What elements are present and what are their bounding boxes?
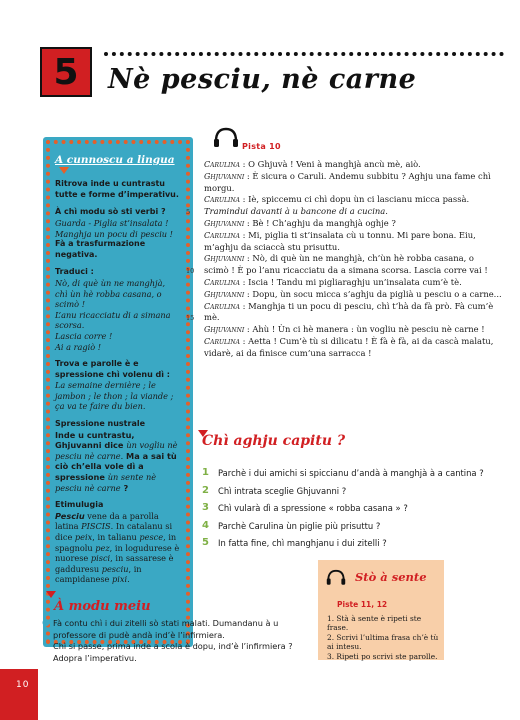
sidebar-text-run: vene da a parolla latina bbox=[55, 510, 159, 532]
sidebar-section-line: Guarda - Piglia st’insalata ! bbox=[55, 217, 169, 228]
sidebar-text-run: Inde u cuntrastu, Ghjuvanni bbox=[55, 429, 135, 451]
question-text: Chì vularà dì a spressione « robba casana » ? bbox=[218, 503, 408, 513]
question-number: 3 bbox=[202, 502, 209, 513]
sidebar-text-run: , in campidanese bbox=[55, 563, 142, 585]
headphones-icon bbox=[213, 126, 239, 148]
sidebar-sections bbox=[55, 179, 183, 585]
sidebar-section bbox=[55, 207, 183, 260]
sidebar-section-line: La semaine dernière ; le jambon ; le thon ; la viande ; ça va te faire du bien. bbox=[55, 380, 174, 412]
question-item bbox=[202, 520, 492, 532]
dialogue-line bbox=[204, 218, 502, 230]
speaker-name: Carulina bbox=[204, 160, 240, 169]
sidebar-text-run: . bbox=[127, 574, 130, 585]
sidebar-section-line: Ai a ragiò ! bbox=[55, 341, 102, 352]
sidebar-content bbox=[55, 155, 183, 585]
speaker-name: Carulina bbox=[204, 336, 240, 346]
question-text: In fatta fine, chì manghjanu i dui zitelli ? bbox=[218, 538, 387, 548]
sidebar-section-line: Lascia corre ! bbox=[55, 330, 113, 341]
dialogue-text-run: : O Ghjuvà ! Veni à manghjà ancù mè, aiò. bbox=[239, 159, 421, 169]
listening-item: 3. Ripeti po scrivi ste parolle. bbox=[327, 651, 438, 661]
dialogue-text-run: : Ahù ! Ùn ci hè manera : ùn vogliu nè pesciu nè carne ! bbox=[244, 324, 485, 335]
dialogue-line bbox=[204, 194, 502, 206]
speaker-name: Ghjuvanni bbox=[204, 325, 245, 335]
dialogue-line bbox=[204, 301, 502, 313]
dialogue-line bbox=[204, 277, 502, 289]
triangle-icon bbox=[59, 167, 69, 174]
question-item bbox=[202, 537, 492, 549]
sidebar-text-run: . In catalanu si dice bbox=[55, 521, 173, 542]
sidebar-text-run: pez bbox=[95, 542, 110, 553]
dialogue-text-run: : Manghja ti un pocu di pesciu, chì t’hà da fà prò. Fà cum’è bbox=[239, 300, 494, 311]
line-number: 15 bbox=[186, 314, 195, 323]
dialogue-line bbox=[186, 206, 502, 218]
dialogue-text bbox=[186, 159, 502, 360]
question-item bbox=[202, 502, 492, 514]
sidebar-section-footer: Fà a trasfurmazione negativa. bbox=[55, 239, 146, 259]
sidebar-text-run: pisci bbox=[90, 553, 111, 564]
triangle-icon bbox=[46, 591, 56, 598]
dialogue-text-run: : Bè ! Ch’aghju da manghjà oghje ? bbox=[244, 217, 396, 228]
sidebar-section-line: L’anu ricacciatu di a simana scorsa. bbox=[55, 309, 171, 331]
sidebar-text-run: pixi bbox=[111, 574, 128, 585]
listening-pista-label: Piste 11, 12 bbox=[337, 600, 388, 609]
speaker-name: Carulina bbox=[204, 230, 240, 240]
dialogue-text-run: : È sicura o Caruli. Andemu subbitu ? Aghju una fame chì morgu. bbox=[204, 170, 491, 193]
dialogue-text-run: : Mi, piglia ti st’insalata cù u tonnu. Mi pare bona. Eiu, m’aghju da sciaccà stu prisuttu. bbox=[204, 229, 476, 252]
sidebar-section-heading: À chì modu sò sti verbi ? bbox=[55, 207, 166, 217]
dialogue-text-run: : Aetta ! Cum’è tù si dilicatu ! È fà è fà, ai da cascà malatu, vidarè, ai da finisce cum’una sarracca ! bbox=[204, 335, 494, 358]
chapter-title: Nè pesciu, nè carne bbox=[108, 64, 417, 95]
line-number: 5 bbox=[186, 208, 191, 217]
bullet-icon: ● bbox=[42, 618, 50, 628]
line-number: 10 bbox=[186, 267, 195, 276]
dialogue-line bbox=[204, 253, 502, 265]
chapter-number: 5 bbox=[53, 51, 79, 93]
dialogue-line bbox=[204, 289, 502, 301]
question-item bbox=[202, 467, 492, 479]
modu-meiu-text bbox=[42, 618, 303, 664]
sidebar-section-heading: Spressione nustrale bbox=[55, 419, 146, 429]
questions-title: Chì aghju capitu ? bbox=[202, 433, 346, 449]
pista-label: Pista 10 bbox=[242, 142, 281, 151]
dialogue-line bbox=[186, 312, 502, 324]
dialogue-line bbox=[204, 230, 502, 254]
questions-heading bbox=[202, 430, 345, 449]
modu-meiu-heading bbox=[54, 595, 151, 614]
sidebar-section bbox=[55, 267, 183, 352]
question-number: 4 bbox=[202, 519, 209, 531]
sidebar-section bbox=[55, 500, 183, 585]
speaker-name: Carulina bbox=[204, 301, 240, 311]
page-number-box bbox=[0, 669, 38, 720]
speaker-name: Carulina bbox=[204, 195, 240, 205]
sidebar-section bbox=[55, 179, 183, 200]
sidebar-text-run: , in talianu bbox=[92, 532, 140, 542]
sidebar-section-line: Nò, di què ùn ne manghjà, bbox=[55, 277, 166, 288]
dialogue-line bbox=[204, 159, 502, 171]
modu-meiu-line: Fà contu chì i dui zitelli sò stati malati. Dumandanu à u professore di pudè andà ind’è l’infirmiera. bbox=[53, 618, 279, 640]
speaker-name: Ghjuvanni bbox=[204, 254, 245, 264]
page-number: 10 bbox=[16, 680, 30, 690]
sidebar-section bbox=[55, 359, 183, 412]
sidebar-title: A cunnoscu a lingua bbox=[55, 155, 183, 176]
sidebar-section-line: chì ùn hè robba casana, o scimò ! bbox=[55, 288, 162, 310]
question-text: Chì intrata sceglie Ghjuvanni ? bbox=[218, 485, 347, 496]
dialogue-text-run: mè. bbox=[204, 312, 220, 323]
speaker-name: Ghjuvanni bbox=[204, 218, 245, 228]
question-item bbox=[202, 485, 492, 497]
questions-list bbox=[202, 467, 492, 555]
dialogue-text-run: : Nò, di què ùn ne manghjà, ch’ùn hè robba casana, o bbox=[244, 253, 474, 264]
stage-direction: Tramindui davanti à u bancone di a cucina. bbox=[204, 206, 388, 217]
dialogue-line bbox=[204, 336, 502, 360]
modu-meiu-title: À modu meiu bbox=[54, 599, 151, 614]
sidebar-text-run: Pesciu bbox=[55, 510, 85, 521]
sidebar-section-heading: Traduci : bbox=[55, 267, 94, 277]
speaker-name: Ghjuvanni bbox=[204, 171, 245, 181]
sidebar-text-run: , in logudurese è nuorese bbox=[55, 542, 180, 564]
sidebar-text-run: PISCIS bbox=[81, 521, 111, 532]
sidebar-text-run: dice bbox=[104, 440, 127, 451]
speaker-name: Ghjuvanni bbox=[204, 289, 245, 299]
sidebar-section bbox=[55, 419, 183, 493]
sidebar-text-run: ? bbox=[120, 482, 129, 493]
sidebar-section-heading: Ritrova inde u cuntrastu tutte e forme d’imperativu. bbox=[55, 179, 179, 199]
speaker-name: Carulina bbox=[204, 277, 240, 287]
question-number: 1 bbox=[202, 467, 209, 478]
dialogue-text-run: scimò ! È po l’anu ricacciatu da a simana scorsa. Lascia corre vai ! bbox=[204, 265, 488, 276]
dialogue-text-run: : Dopu, ùn socu micca s’aghju da piglià u pesciu o a carne... bbox=[244, 288, 502, 299]
listening-item: 1. Stà à sente è ripeti ste frase. bbox=[327, 614, 422, 633]
sidebar-text-run: ùn sente nè pesciu nè carne bbox=[55, 472, 157, 493]
listening-title: Stò à sente bbox=[355, 570, 427, 584]
dialogue-text-run: : Iscia ! Tandu mi pigliaraghju un’insalata cum’è tè. bbox=[239, 276, 462, 287]
sidebar-text-run: pesce bbox=[139, 532, 164, 542]
question-text: Parchè i dui amichi si spiccianu d’andà à manghjà à a cantina ? bbox=[218, 468, 484, 478]
question-text: Parchè Carulina ùn piglie più prisuttu ? bbox=[218, 520, 381, 531]
sidebar-text-run: ùn vogliu nè pesciu nè carne. bbox=[55, 440, 178, 461]
title-dotted-rule bbox=[104, 52, 504, 56]
sidebar-text-run: , in sassarese è gadduresu bbox=[55, 553, 174, 574]
sidebar-text-run: peix bbox=[74, 532, 93, 542]
triangle-icon bbox=[198, 430, 208, 437]
dialogue-line bbox=[204, 171, 502, 195]
chapter-number-box bbox=[40, 47, 92, 97]
sidebar-section-paragraph bbox=[55, 430, 183, 494]
dialogue-text-run: : Iè, spiccemu ci chì dopu ùn ci lascianu micca passà. bbox=[239, 194, 470, 205]
language-sidebar bbox=[43, 137, 193, 647]
headphones-icon bbox=[326, 568, 346, 586]
modu-meiu-line: Chì si passe, prima inde a scola è dopu, ind’è l’infirmiera ? Adopra l’imperativu. bbox=[53, 641, 293, 663]
dialogue-line bbox=[204, 324, 502, 336]
sidebar-section-heading: Trova e parolle è e spressione chì volenu dì : bbox=[55, 359, 170, 379]
sidebar-section-paragraph bbox=[55, 511, 183, 585]
sidebar-text-run: Ma a sai tù ciò ch’ella vole dì a spressione bbox=[55, 450, 177, 483]
question-number: 2 bbox=[202, 484, 209, 496]
sidebar-section-line: Manghja un pocu di pesciu ! bbox=[55, 228, 173, 239]
dialogue-line bbox=[186, 265, 502, 277]
question-number: 5 bbox=[202, 537, 209, 548]
sidebar-text-run: pesciu bbox=[101, 563, 129, 574]
sidebar-text-run: , in spagnolu bbox=[55, 532, 177, 553]
listening-instructions bbox=[327, 614, 441, 661]
listening-item: 2. Scrivi l’ultima frasa ch’è tù ai intesu. bbox=[327, 632, 439, 652]
sidebar-section-heading: Etimulugia bbox=[55, 500, 104, 510]
